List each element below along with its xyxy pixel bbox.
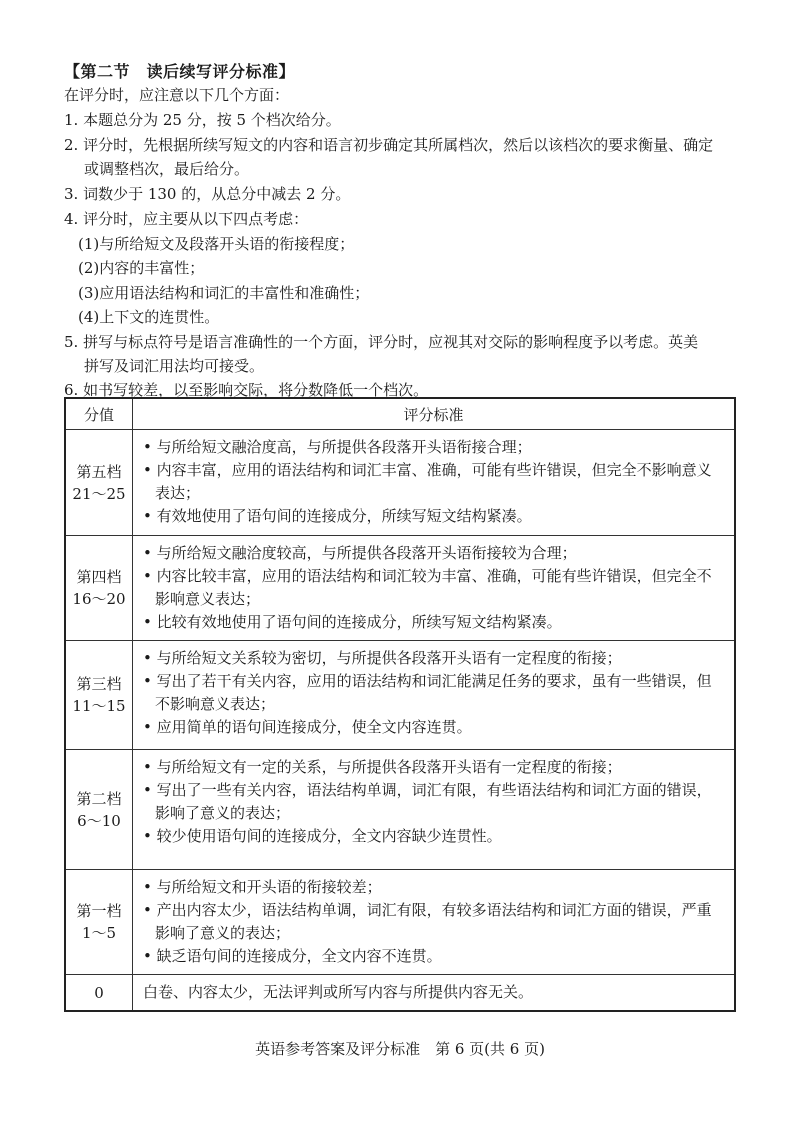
criterion-line: 白卷、内容太少，无法评判或所写内容与所提供内容无关。: [143, 983, 534, 1001]
criteria-cell: [133, 975, 736, 1012]
criterion-line-continued: 不影响意义表达；: [155, 695, 276, 713]
grade-cell: [65, 536, 133, 641]
table-row: [65, 975, 735, 1012]
criterion-line: • 与所给短文有一定的关系，与所提供各段落开头语有一定程度的衔接；: [143, 758, 622, 776]
rule-6: 6. 如书写较差，以至影响交际，将分数降低一个档次。: [64, 381, 429, 399]
criterion-line-continued: 影响了意义的表达；: [155, 804, 291, 822]
grade-range: 21～25: [72, 484, 126, 503]
table-row: [65, 536, 735, 641]
grade-name: 第二档: [76, 789, 122, 808]
rule-4-point-3: (3)应用语法结构和词汇的丰富性和准确性；: [78, 284, 370, 302]
criteria-cell: [133, 641, 736, 750]
criteria-cell: [133, 750, 736, 870]
grade-name: 第五档: [76, 462, 122, 481]
criterion-line: • 与所给短文融洽度较高，与所提供各段落开头语衔接较为合理；: [143, 544, 577, 562]
criteria-cell: [133, 870, 736, 975]
grade-range: 11～15: [72, 697, 126, 715]
criterion-line: • 与所给短文融洽度高，与所提供各段落开头语衔接合理；: [143, 438, 532, 456]
rule-2: 2. 评分时，先根据所续写短文的内容和语言初步确定其所属档次，然后以该档次的要求衡量、确定: [64, 136, 714, 154]
criteria-cell: [133, 430, 736, 536]
grade-name: 第三档: [76, 675, 122, 693]
criterion-line-continued: 表达；: [155, 484, 201, 502]
table-row: [65, 750, 735, 870]
rule-5-continued: 拼写及词汇用法均可接受。: [84, 357, 265, 375]
criterion-line: • 内容比较丰富，应用的语法结构和词汇较为丰富、准确，可能有些许错误，但完全不: [143, 567, 712, 585]
rule-2-continued: 或调整档次，最后给分。: [84, 160, 250, 178]
rule-4-point-2: (2)内容的丰富性；: [78, 259, 205, 277]
criterion-line: • 与所给短文关系较为密切，与所提供各段落开头语有一定程度的衔接；: [143, 649, 622, 667]
criterion-line: • 有效地使用了语句间的连接成分，所续写短文结构紧凑。: [143, 507, 532, 525]
criterion-line: • 缺乏语句间的连接成分，全文内容不连贯。: [143, 947, 442, 965]
table-header-row: [65, 398, 735, 430]
grade-cell: [65, 750, 133, 870]
rule-1: 1. 本题总分为 25 分，按 5 个档次给分。: [64, 111, 341, 129]
header-criteria: 评分标准: [133, 398, 736, 430]
criterion-line: • 内容丰富，应用的语法结构和词汇丰富、准确，可能有些许错误，但完全不影响意义: [143, 461, 712, 479]
grade-cell: [65, 641, 133, 750]
section-title: 【第二节 读后续写评分标准】: [64, 62, 296, 81]
page-footer: 英语参考答案及评分标准 第 6 页(共 6 页): [255, 1040, 545, 1058]
table-row: [65, 870, 735, 975]
grade-name: 第四档: [76, 568, 122, 586]
criterion-line: • 应用简单的语句间连接成分，使全文内容连贯。: [143, 718, 472, 736]
intro-text: 在评分时，应注意以下几个方面：: [64, 86, 290, 104]
grade-name: 0: [65, 975, 133, 1012]
rule-4: 4. 评分时，应主要从以下四点考虑：: [64, 210, 309, 228]
header-score: 分值: [65, 398, 133, 430]
criterion-line: • 写出了一些有关内容，语法结构单调，词汇有限，有些语法结构和词汇方面的错误，: [143, 781, 712, 799]
grade-cell: [65, 430, 133, 536]
criterion-line: • 与所给短文和开头语的衔接较差；: [143, 878, 382, 896]
grade-range: 6～10: [77, 811, 121, 830]
criterion-line-continued: 影响意义表达；: [155, 590, 261, 608]
rule-5: 5. 拼写与标点符号是语言准确性的一个方面，评分时，应视其对交际的影响程度予以考虑。英美: [64, 333, 699, 351]
rule-4-point-4: (4)上下文的连贯性。: [78, 308, 220, 326]
criterion-line: • 较少使用语句间的连接成分，全文内容缺少连贯性。: [143, 827, 502, 845]
table-row: [65, 641, 735, 750]
criterion-line: • 比较有效地使用了语句间的连接成分，所续写短文结构紧凑。: [143, 613, 562, 631]
criteria-cell: [133, 536, 736, 641]
rule-4-point-1: (1)与所给短文及段落开头语的衔接程度；: [78, 235, 355, 253]
rule-3: 3. 词数少于 130 的，从总分中减去 2 分。: [64, 185, 351, 203]
grade-range: 16～20: [72, 590, 126, 608]
criterion-line: • 产出内容太少，语法结构单调，词汇有限，有较多语法结构和词汇方面的错误，严重: [143, 901, 712, 919]
criterion-line-continued: 影响了意义的表达；: [155, 924, 291, 942]
grade-cell: [65, 870, 133, 975]
table-row: [65, 430, 735, 536]
criterion-line: • 写出了若干有关内容，应用的语法结构和词汇能满足任务的要求，虽有一些错误，但: [143, 672, 712, 690]
scoring-table: [64, 397, 736, 1012]
grade-range: 1～5: [81, 924, 117, 942]
grade-name: 第一档: [76, 902, 122, 920]
